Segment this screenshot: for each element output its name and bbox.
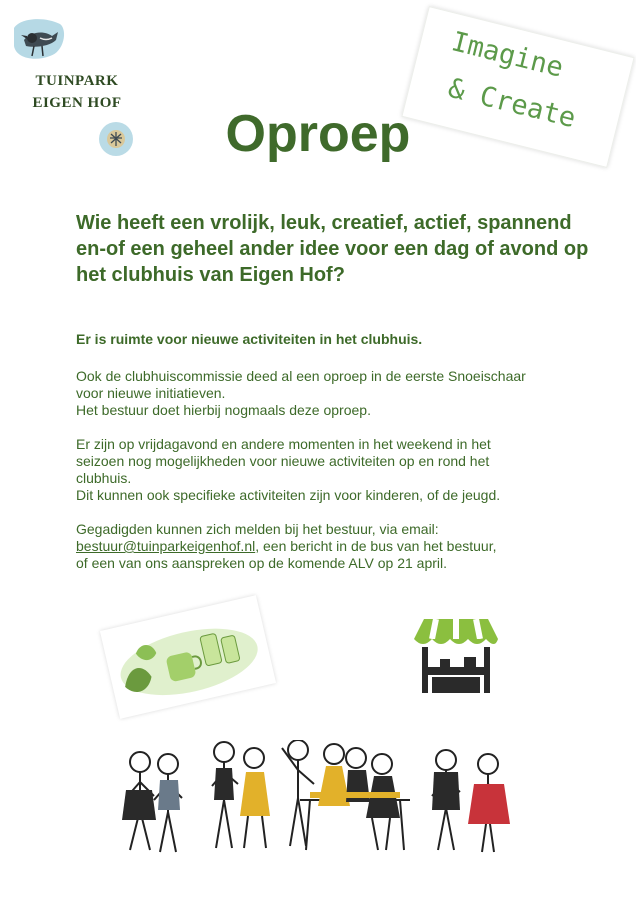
paragraph-1: [76, 368, 576, 419]
logo-line-2: EIGEN HOF: [32, 95, 122, 111]
paragraph-3: [76, 521, 576, 572]
subheading: Er is ruimte voor nieuwe activiteiten in het clubhuis.: [76, 331, 423, 347]
headline: Wie heeft een vrolijk, leuk, creatief, actief, spannend en-of een geheel ander idee voor een dag of avond op het clubhuis van Eigen Hof?: [76, 212, 589, 286]
imagine-card-line-2: & Create: [445, 72, 579, 135]
paragraph-3-line-2-rest: , een bericht in de bus van het bestuur,: [255, 538, 497, 554]
bird-icon: [10, 16, 68, 62]
paragraph-3-line-2: [76, 538, 576, 555]
paragraph-1-line-3: Het bestuur doet hierbij nogmaals deze oproep.: [76, 402, 371, 418]
paragraph-2-line-1: Er zijn op vrijdagavond en andere momenten in het weekend in het: [76, 436, 491, 452]
paragraph-2-line-2: seizoen nog mogelijkheden voor nieuwe activiteiten op en rond het: [76, 453, 490, 469]
herb-tea-illustration: [100, 595, 276, 719]
page-title: Oproep: [225, 105, 411, 163]
paragraph-2-line-3: clubhuis.: [76, 470, 132, 486]
imagine-card-line-1: Imagine: [448, 26, 567, 84]
paragraph-1-line-1: Ook de clubhuiscommissie deed al een oproep in de eerste Snoeischaar: [76, 368, 526, 384]
party-people-illustration: [120, 740, 520, 860]
paragraph-3-line-1: Gegadigden kunnen zich melden bij het bestuur, via email:: [76, 521, 439, 537]
paragraph-3-line-3: of een van ons aanspreken op de komende ALV op 21 april.: [76, 555, 448, 571]
paragraph-2-line-4: Dit kunnen ook specifieke activiteiten zijn voor kinderen, of de jeugd.: [76, 487, 501, 503]
market-stall-icon: [410, 615, 502, 699]
email-link[interactable]: bestuur@tuinparkeigenhof.nl: [76, 538, 256, 554]
logo-line-1: TUINPARK: [35, 73, 119, 89]
paragraph-1-line-2: voor nieuwe initiatieven.: [76, 385, 226, 401]
paragraph-2: [76, 436, 576, 504]
